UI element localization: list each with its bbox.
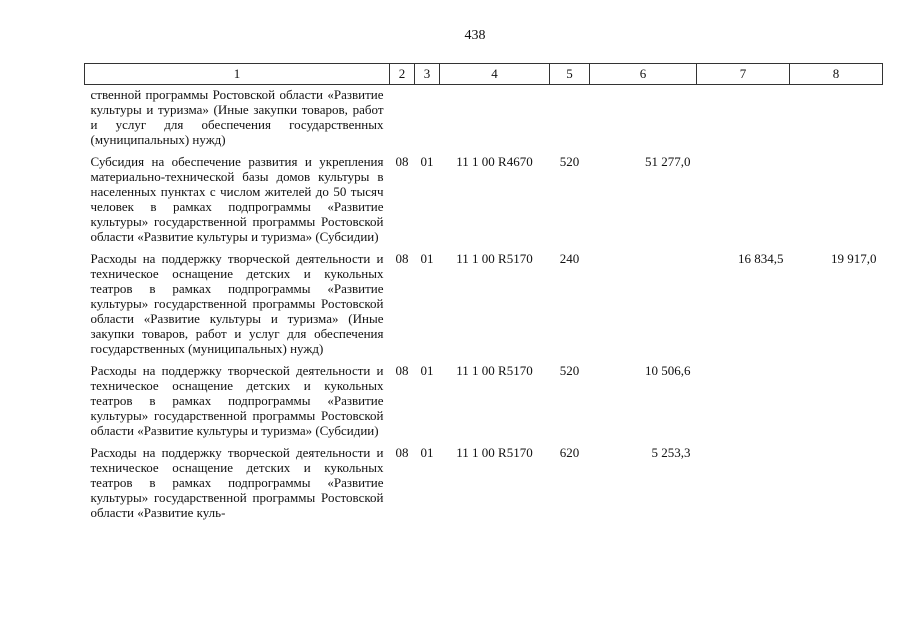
row-target-code: 11 1 00 R4670	[456, 154, 533, 169]
row-podrazdel: 01	[420, 363, 434, 378]
row-description: Субсидия на обеспечение развития и укрепления материально-технической базы домов культуры в населенных пунктах с числом жителей до 50 тысяч человек в рамках подпрограммы «Развитие культуры» государственной программы Ростовской области «Развитие культуры и туризма» (Субсидии)	[90, 154, 384, 244]
row-podrazdel: 01	[420, 445, 434, 460]
table-row	[85, 445, 883, 527]
row-target-code: 11 1 00 R5170	[456, 363, 533, 378]
row-amount-col7	[697, 363, 790, 445]
table-row	[85, 85, 883, 155]
header-col-6: 6	[590, 64, 697, 85]
row-amount-col8	[790, 85, 883, 155]
row-amount-col7	[697, 85, 790, 155]
row-amount-col6: 51 277,0	[645, 154, 691, 169]
header-col-2: 2	[390, 64, 415, 85]
row-target-code	[440, 85, 550, 155]
row-target-code: 11 1 00 R5170	[456, 251, 533, 266]
row-expense-type: 520	[559, 363, 580, 378]
row-amount-col8	[790, 363, 883, 445]
page-number: 438	[464, 28, 486, 43]
row-amount-col6: 10 506,6	[645, 363, 691, 378]
row-razdel: 08	[395, 363, 409, 378]
row-podrazdel: 01	[420, 251, 434, 266]
row-razdel: 08	[395, 154, 409, 169]
row-amount-col6: 5 253,3	[651, 445, 691, 460]
table-row	[85, 154, 883, 251]
table-header-row	[85, 64, 883, 85]
budget-table	[84, 63, 883, 527]
row-description: Расходы на поддержку творческой деятельности и техническое оснащение детских и кукольных театров в рамках подпрограммы «Развитие культуры» государственной программы Ростовской области «Развитие культуры и туризма» (Иные закупки товаров, работ и услуг для обеспечения государственных (муниципальных) нужд)	[90, 251, 384, 356]
row-amount-col8	[790, 445, 883, 527]
header-col-3: 3	[415, 64, 440, 85]
header-col-4: 4	[440, 64, 550, 85]
row-description: Расходы на поддержку творческой деятельности и техническое оснащение детских и кукольных театров в рамках подпрограммы «Развитие культуры» государственной программы Ростовской области «Развитие куль-	[90, 445, 384, 520]
row-amount-col7: 16 834,5	[738, 251, 784, 266]
row-amount-col6	[590, 85, 697, 155]
row-amount-col7	[697, 445, 790, 527]
row-podrazdel	[415, 85, 440, 155]
row-description: Расходы на поддержку творческой деятельности и техническое оснащение детских и кукольных театров в рамках подпрограммы «Развитие культуры» государственной программы Ростовской области «Развитие культуры и туризма» (Субсидии)	[90, 363, 384, 438]
row-podrazdel: 01	[420, 154, 434, 169]
row-razdel: 08	[395, 251, 409, 266]
header-col-5: 5	[550, 64, 590, 85]
row-expense-type: 620	[559, 445, 580, 460]
row-expense-type: 520	[559, 154, 580, 169]
row-amount-col7	[697, 154, 790, 251]
row-expense-type: 240	[559, 251, 580, 266]
row-amount-col6	[590, 251, 697, 363]
row-expense-type	[550, 85, 590, 155]
table-row	[85, 363, 883, 445]
row-target-code: 11 1 00 R5170	[456, 445, 533, 460]
row-razdel: 08	[395, 445, 409, 460]
row-amount-col8: 19 917,0	[831, 251, 877, 266]
table-row	[85, 251, 883, 363]
header-col-8: 8	[790, 64, 883, 85]
row-amount-col8	[790, 154, 883, 251]
row-description: ственной программы Ростовской области «Развитие культуры и туризма» (Иные закупки товаров, работ и услуг для обеспечения государственных (муниципальных) нужд)	[90, 87, 384, 147]
header-col-1: 1	[85, 64, 390, 85]
row-razdel	[390, 85, 415, 155]
header-col-7: 7	[697, 64, 790, 85]
